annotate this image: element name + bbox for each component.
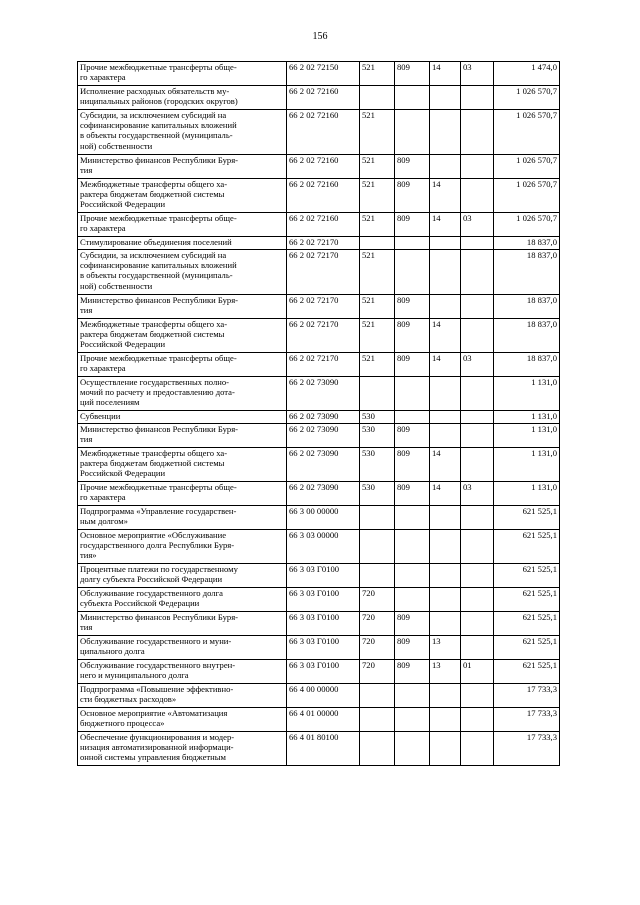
cell-target-article: 66 2 02 72160 <box>287 86 360 110</box>
cell-section <box>430 250 461 295</box>
cell-amount: 621 525,1 <box>494 636 560 660</box>
page-number: 156 <box>312 31 328 42</box>
cell-section <box>430 708 461 732</box>
cell-ministry-code <box>395 110 430 155</box>
cell-ministry-code: 809 <box>395 482 430 506</box>
cell-name: Прочие межбюджетные трансферты обще- го характера <box>78 482 287 506</box>
cell-amount: 1 131,0 <box>494 424 560 448</box>
cell-ministry-code: 809 <box>395 213 430 237</box>
cell-subsection <box>461 155 494 179</box>
cell-target-article: 66 3 03 00000 <box>287 530 360 564</box>
cell-section: 14 <box>430 353 461 377</box>
cell-ministry-code: 809 <box>395 62 430 86</box>
cell-name: Подпрограмма «Управление государствен- ным долгом» <box>78 506 287 530</box>
cell-target-article: 66 4 01 00000 <box>287 708 360 732</box>
cell-subsection <box>461 411 494 424</box>
cell-expense-type <box>360 530 395 564</box>
cell-target-article: 66 2 02 72170 <box>287 237 360 250</box>
cell-ministry-code: 809 <box>395 660 430 684</box>
cell-ministry-code <box>395 564 430 588</box>
cell-target-article: 66 2 02 72160 <box>287 179 360 213</box>
cell-expense-type: 720 <box>360 612 395 636</box>
cell-target-article: 66 2 02 72160 <box>287 110 360 155</box>
cell-name: Обслуживание государственного долга субъекта Российской Федерации <box>78 588 287 612</box>
cell-section: 13 <box>430 636 461 660</box>
cell-ministry-code <box>395 708 430 732</box>
cell-amount: 1 026 570,7 <box>494 179 560 213</box>
cell-ministry-code <box>395 684 430 708</box>
cell-section <box>430 86 461 110</box>
cell-subsection <box>461 295 494 319</box>
cell-section: 14 <box>430 482 461 506</box>
table-row <box>78 732 560 766</box>
cell-expense-type: 521 <box>360 250 395 295</box>
cell-target-article: 66 2 02 73090 <box>287 411 360 424</box>
table-row <box>78 684 560 708</box>
cell-target-article: 66 2 02 73090 <box>287 424 360 448</box>
cell-section <box>430 110 461 155</box>
cell-subsection <box>461 612 494 636</box>
cell-name: Министерство финансов Республики Буря- тия <box>78 295 287 319</box>
cell-expense-type <box>360 684 395 708</box>
cell-subsection <box>461 530 494 564</box>
cell-section: 14 <box>430 213 461 237</box>
cell-name: Прочие межбюджетные трансферты обще- го характера <box>78 213 287 237</box>
cell-expense-type: 530 <box>360 424 395 448</box>
cell-expense-type: 720 <box>360 660 395 684</box>
budget-table-body <box>78 62 560 766</box>
cell-section <box>430 506 461 530</box>
cell-section: 14 <box>430 62 461 86</box>
cell-target-article: 66 4 00 00000 <box>287 684 360 708</box>
cell-name: Межбюджетные трансферты общего ха- рактера бюджетам бюджетной системы Российской Федерации <box>78 319 287 353</box>
cell-name: Исполнение расходных обязательств му- ниципальных районов (городских округов) <box>78 86 287 110</box>
table-row <box>78 708 560 732</box>
cell-expense-type: 530 <box>360 448 395 482</box>
cell-subsection: 03 <box>461 353 494 377</box>
cell-subsection <box>461 110 494 155</box>
table-row <box>78 530 560 564</box>
cell-amount: 17 733,3 <box>494 684 560 708</box>
cell-expense-type: 720 <box>360 636 395 660</box>
cell-section <box>430 530 461 564</box>
cell-expense-type <box>360 86 395 110</box>
cell-expense-type <box>360 564 395 588</box>
cell-name: Субсидии, за исключением субсидий на софинансирование капитальных вложений в объекты государственной (муниципаль- ной) собственности <box>78 250 287 295</box>
cell-expense-type <box>360 708 395 732</box>
cell-name: Прочие межбюджетные трансферты обще- го характера <box>78 62 287 86</box>
cell-ministry-code: 809 <box>395 295 430 319</box>
cell-amount: 1 026 570,7 <box>494 110 560 155</box>
table-row <box>78 588 560 612</box>
cell-ministry-code <box>395 86 430 110</box>
table-row <box>78 482 560 506</box>
cell-section <box>430 588 461 612</box>
cell-amount: 621 525,1 <box>494 530 560 564</box>
table-row <box>78 110 560 155</box>
table-row <box>78 448 560 482</box>
cell-amount: 18 837,0 <box>494 295 560 319</box>
cell-section <box>430 237 461 250</box>
cell-amount: 17 733,3 <box>494 732 560 766</box>
cell-target-article: 66 3 03 Г0100 <box>287 660 360 684</box>
cell-expense-type: 521 <box>360 179 395 213</box>
cell-name: Подпрограмма «Повышение эффективно- сти бюджетных расходов» <box>78 684 287 708</box>
cell-expense-type: 720 <box>360 588 395 612</box>
cell-amount: 18 837,0 <box>494 250 560 295</box>
cell-ministry-code: 809 <box>395 155 430 179</box>
cell-expense-type: 521 <box>360 295 395 319</box>
cell-section <box>430 564 461 588</box>
cell-ministry-code <box>395 250 430 295</box>
cell-ministry-code: 809 <box>395 353 430 377</box>
cell-amount: 18 837,0 <box>494 237 560 250</box>
cell-expense-type <box>360 237 395 250</box>
table-row <box>78 377 560 411</box>
cell-subsection <box>461 684 494 708</box>
cell-target-article: 66 3 03 Г0100 <box>287 612 360 636</box>
cell-target-article: 66 2 02 72170 <box>287 353 360 377</box>
cell-section <box>430 684 461 708</box>
table-row <box>78 62 560 86</box>
cell-name: Обеспечение функционирования и модер- низация автоматизированной информаци- онной системы управления бюджетным <box>78 732 287 766</box>
cell-ministry-code <box>395 506 430 530</box>
cell-section <box>430 424 461 448</box>
cell-subsection <box>461 732 494 766</box>
cell-subsection <box>461 179 494 213</box>
cell-subsection <box>461 448 494 482</box>
cell-amount: 1 131,0 <box>494 482 560 506</box>
table-row <box>78 564 560 588</box>
cell-name: Обслуживание государственного внутрен- него и муниципального долга <box>78 660 287 684</box>
table-row <box>78 636 560 660</box>
cell-target-article: 66 2 02 73090 <box>287 482 360 506</box>
budget-table <box>77 61 560 766</box>
table-row <box>78 295 560 319</box>
table-row <box>78 155 560 179</box>
table-row <box>78 424 560 448</box>
cell-amount: 1 474,0 <box>494 62 560 86</box>
cell-ministry-code: 809 <box>395 179 430 213</box>
cell-ministry-code: 809 <box>395 319 430 353</box>
table-row <box>78 250 560 295</box>
cell-target-article: 66 3 00 00000 <box>287 506 360 530</box>
cell-ministry-code: 809 <box>395 636 430 660</box>
cell-amount: 1 026 570,7 <box>494 213 560 237</box>
table-row <box>78 237 560 250</box>
cell-expense-type: 521 <box>360 319 395 353</box>
cell-target-article: 66 3 03 Г0100 <box>287 588 360 612</box>
cell-expense-type: 530 <box>360 482 395 506</box>
cell-target-article: 66 3 03 Г0100 <box>287 564 360 588</box>
cell-target-article: 66 2 02 72170 <box>287 319 360 353</box>
cell-expense-type <box>360 732 395 766</box>
cell-name: Стимулирование объединения поселений <box>78 237 287 250</box>
cell-amount: 621 525,1 <box>494 506 560 530</box>
cell-expense-type <box>360 506 395 530</box>
cell-subsection <box>461 250 494 295</box>
cell-subsection: 03 <box>461 62 494 86</box>
cell-target-article: 66 3 03 Г0100 <box>287 636 360 660</box>
cell-subsection <box>461 86 494 110</box>
cell-name: Министерство финансов Республики Буря- тия <box>78 424 287 448</box>
cell-ministry-code <box>395 411 430 424</box>
table-row <box>78 612 560 636</box>
cell-amount: 621 525,1 <box>494 612 560 636</box>
cell-ministry-code <box>395 588 430 612</box>
cell-subsection: 03 <box>461 213 494 237</box>
cell-target-article: 66 2 02 73090 <box>287 377 360 411</box>
table-row <box>78 353 560 377</box>
cell-expense-type: 521 <box>360 62 395 86</box>
cell-subsection: 01 <box>461 660 494 684</box>
cell-subsection <box>461 237 494 250</box>
cell-subsection <box>461 424 494 448</box>
cell-subsection <box>461 636 494 660</box>
cell-section: 14 <box>430 319 461 353</box>
cell-amount: 18 837,0 <box>494 319 560 353</box>
cell-target-article: 66 2 02 72160 <box>287 213 360 237</box>
cell-amount: 1 026 570,7 <box>494 86 560 110</box>
cell-section <box>430 377 461 411</box>
cell-name: Прочие межбюджетные трансферты обще- го характера <box>78 353 287 377</box>
cell-target-article: 66 4 01 80100 <box>287 732 360 766</box>
cell-target-article: 66 2 02 72170 <box>287 250 360 295</box>
table-row <box>78 179 560 213</box>
cell-name: Министерство финансов Республики Буря- тия <box>78 612 287 636</box>
cell-target-article: 66 2 02 72170 <box>287 295 360 319</box>
cell-section <box>430 612 461 636</box>
cell-name: Субсидии, за исключением субсидий на софинансирование капитальных вложений в объекты государственной (муниципаль- ной) собственности <box>78 110 287 155</box>
cell-name: Министерство финансов Республики Буря- тия <box>78 155 287 179</box>
table-row <box>78 660 560 684</box>
cell-expense-type: 521 <box>360 213 395 237</box>
cell-subsection <box>461 377 494 411</box>
cell-name: Основное мероприятие «Автоматизация бюджетного процесса» <box>78 708 287 732</box>
cell-expense-type: 521 <box>360 110 395 155</box>
cell-subsection <box>461 708 494 732</box>
cell-name: Обслуживание государственного и муни- ципального долга <box>78 636 287 660</box>
cell-name: Осуществление государственных полно- мочий по расчету и предоставлению дота- ций поселениям <box>78 377 287 411</box>
cell-amount: 1 026 570,7 <box>494 155 560 179</box>
cell-section: 13 <box>430 660 461 684</box>
cell-amount: 1 131,0 <box>494 448 560 482</box>
cell-ministry-code <box>395 530 430 564</box>
table-row <box>78 213 560 237</box>
cell-ministry-code: 809 <box>395 448 430 482</box>
cell-section: 14 <box>430 179 461 213</box>
cell-subsection: 03 <box>461 482 494 506</box>
cell-ministry-code: 809 <box>395 612 430 636</box>
cell-target-article: 66 2 02 72160 <box>287 155 360 179</box>
table-row <box>78 506 560 530</box>
cell-amount: 1 131,0 <box>494 377 560 411</box>
cell-section: 14 <box>430 448 461 482</box>
cell-name: Субвенции <box>78 411 287 424</box>
cell-target-article: 66 2 02 72150 <box>287 62 360 86</box>
cell-amount: 621 525,1 <box>494 564 560 588</box>
table-row <box>78 86 560 110</box>
cell-name: Межбюджетные трансферты общего ха- рактера бюджетам бюджетной системы Российской Федерации <box>78 179 287 213</box>
cell-amount: 621 525,1 <box>494 660 560 684</box>
cell-ministry-code: 809 <box>395 424 430 448</box>
cell-ministry-code <box>395 237 430 250</box>
cell-section <box>430 411 461 424</box>
cell-subsection <box>461 319 494 353</box>
cell-name: Процентные платежи по государственному долгу субъекта Российской Федерации <box>78 564 287 588</box>
cell-amount: 621 525,1 <box>494 588 560 612</box>
cell-subsection <box>461 506 494 530</box>
cell-section <box>430 732 461 766</box>
cell-subsection <box>461 564 494 588</box>
cell-section <box>430 295 461 319</box>
cell-name: Межбюджетные трансферты общего ха- рактера бюджетам бюджетной системы Российской Федерации <box>78 448 287 482</box>
cell-target-article: 66 2 02 73090 <box>287 448 360 482</box>
table-row <box>78 319 560 353</box>
cell-expense-type: 530 <box>360 411 395 424</box>
cell-amount: 17 733,3 <box>494 708 560 732</box>
cell-ministry-code <box>395 732 430 766</box>
cell-expense-type <box>360 377 395 411</box>
cell-expense-type: 521 <box>360 155 395 179</box>
table-row <box>78 411 560 424</box>
cell-subsection <box>461 588 494 612</box>
cell-expense-type: 521 <box>360 353 395 377</box>
cell-name: Основное мероприятие «Обслуживание государственного долга Республики Буря- тия» <box>78 530 287 564</box>
cell-section <box>430 155 461 179</box>
cell-ministry-code <box>395 377 430 411</box>
cell-amount: 1 131,0 <box>494 411 560 424</box>
cell-amount: 18 837,0 <box>494 353 560 377</box>
